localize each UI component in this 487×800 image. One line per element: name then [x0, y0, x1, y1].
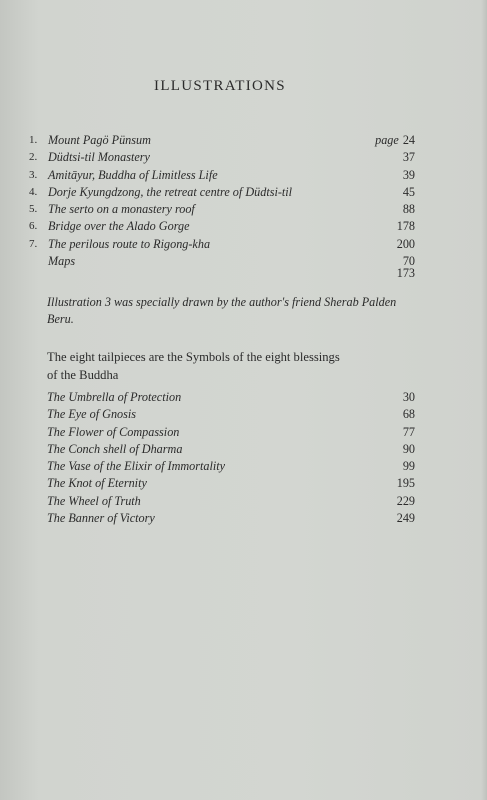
list-item [29, 132, 419, 149]
item-number: 4. [29, 185, 38, 198]
list-item [47, 441, 419, 458]
item-title: Bridge over the Alado Gorge [48, 219, 190, 234]
list-item [47, 510, 419, 527]
list-item [29, 149, 419, 166]
list-item [47, 406, 419, 423]
item-title: Maps [48, 254, 76, 269]
maps-second-page-row [29, 266, 419, 282]
illustration-note: Illustration 3 was specially drawn by the author's friend Sherab Palden Beru. [47, 295, 397, 326]
symbol-title: The Knot of Eternity [47, 476, 147, 491]
item-number: 6. [29, 220, 38, 233]
page-prefix: page [375, 133, 399, 147]
item-page: 37 [402, 150, 415, 165]
tailpieces-intro [47, 349, 427, 384]
item-title: Amitāyur, Buddha of Limitless Life [48, 167, 218, 182]
symbol-page: 90 [402, 441, 415, 456]
page-edge-shadow [481, 0, 487, 800]
list-item [29, 184, 419, 201]
item-number: 7. [29, 237, 38, 250]
item-number: 3. [29, 168, 38, 181]
symbol-title: The Eye of Gnosis [47, 407, 137, 422]
maps-second-page: 173 [396, 266, 415, 280]
item-page: 88 [402, 202, 415, 217]
list-item [47, 389, 419, 406]
page-number: 24 [402, 133, 415, 147]
item-page: 200 [396, 236, 415, 251]
symbol-title: The Conch shell of Dharma [47, 441, 183, 456]
item-title: Mount Pagö Pünsum [48, 133, 151, 147]
list-item [47, 475, 419, 492]
intro-line-1: The eight tailpieces are the Symbols of the eight blessings [47, 350, 340, 364]
symbol-page: 195 [396, 476, 415, 491]
item-number: 5. [29, 203, 38, 216]
item-title: Dorje Kyungdzong, the retreat centre of Düdtsi-til [48, 184, 293, 199]
item-number: 1. [29, 134, 38, 146]
symbol-page: 99 [402, 459, 415, 474]
page-title: ILLUSTRATIONS [154, 78, 286, 94]
list-item [47, 493, 419, 510]
list-item [47, 458, 419, 475]
list-item [29, 167, 419, 184]
item-page [375, 132, 415, 149]
item-page: 70 [402, 254, 415, 269]
symbols-list [47, 389, 419, 527]
intro-line-2: of the Buddha [47, 367, 119, 382]
list-item [29, 218, 419, 235]
item-title: The perilous route to Rigong-kha [48, 236, 211, 251]
illustrations-list [29, 132, 419, 270]
symbol-page: 68 [402, 407, 415, 422]
symbol-page: 77 [402, 424, 415, 439]
symbol-title: The Banner of Victory [47, 511, 155, 526]
symbol-page: 30 [402, 390, 415, 404]
item-title: The serto on a monastery roof [48, 202, 195, 217]
symbol-title: The Umbrella of Protection [47, 390, 182, 404]
list-item [29, 236, 419, 253]
symbol-title: The Vase of the Elixir of Immortality [47, 459, 226, 474]
item-number: 2. [29, 151, 38, 164]
symbol-page: 229 [396, 493, 415, 508]
list-item [29, 201, 419, 218]
symbol-title: The Wheel of Truth [47, 493, 141, 508]
item-page: 178 [396, 219, 415, 234]
item-title: Düdtsi-til Monastery [48, 150, 150, 165]
item-page: 39 [402, 167, 415, 182]
symbol-title: The Flower of Compassion [47, 424, 180, 439]
item-page: 45 [402, 184, 415, 199]
symbol-page: 249 [396, 511, 415, 526]
list-item [47, 424, 419, 441]
